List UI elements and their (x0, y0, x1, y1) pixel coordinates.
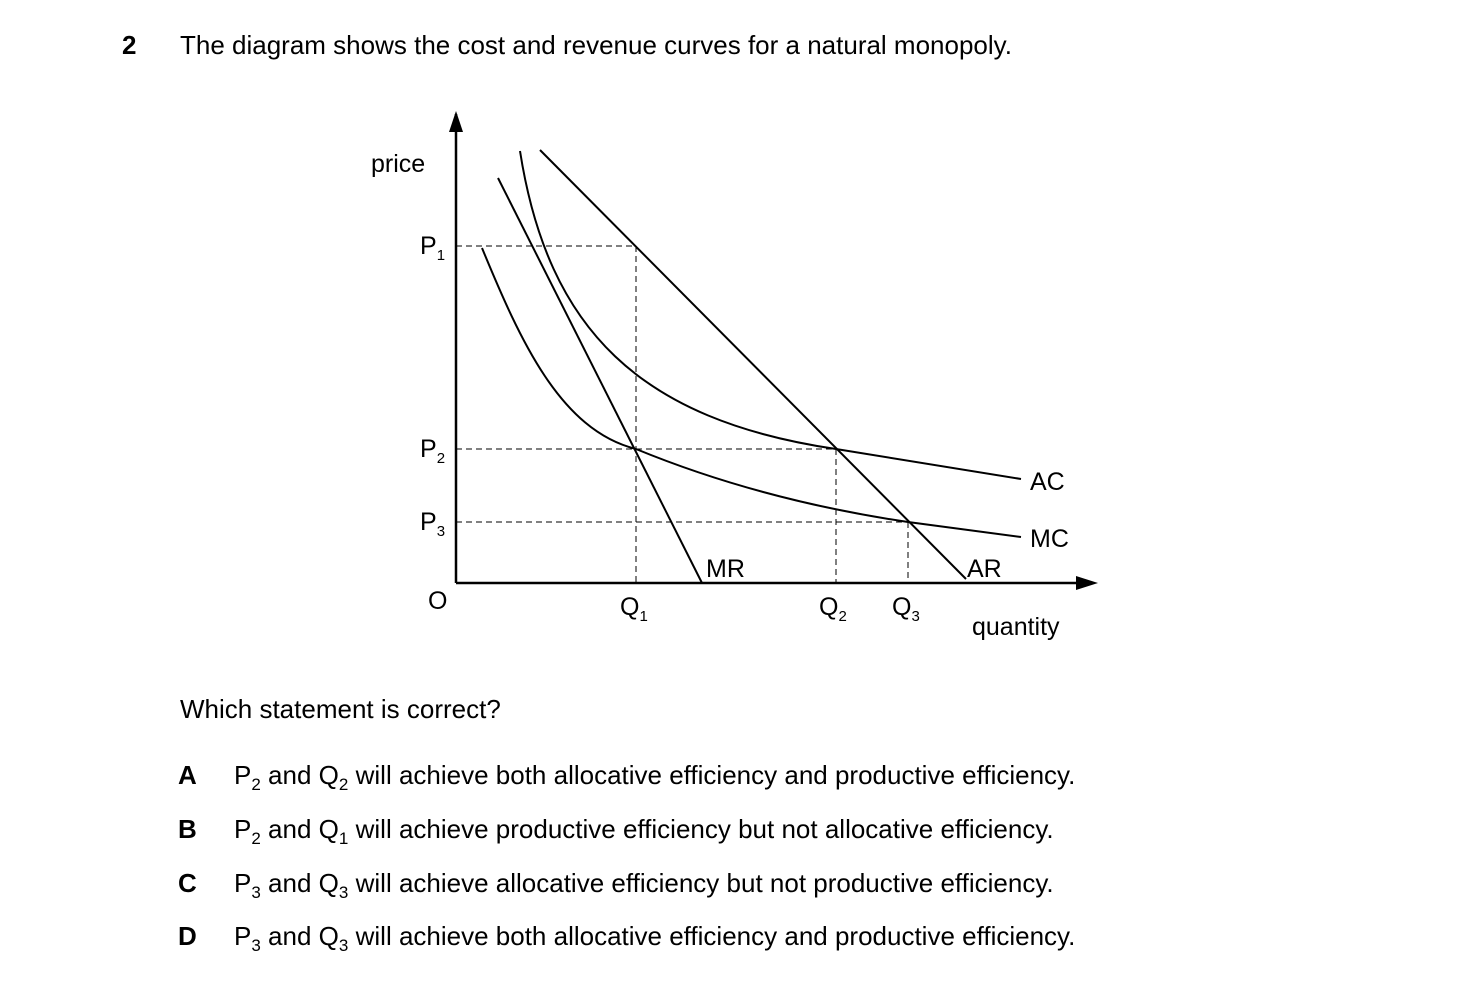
x-axis-label: quantity (972, 613, 1060, 641)
option-letter: C (178, 868, 197, 898)
origin-label: O (428, 587, 448, 615)
option-quantity: Q (318, 760, 339, 790)
option-d[interactable] (178, 921, 1076, 955)
x-axis-arrow (1076, 576, 1098, 590)
option-text: will achieve both allocative efficiency and productive efficiency. (355, 921, 1076, 951)
mr-label: MR (706, 555, 745, 583)
q3-label: $Q_3$ (892, 593, 920, 625)
q2-label: $Q_2$ (819, 593, 847, 625)
option-quantity: Q (318, 868, 339, 898)
option-price-sub: 2 (251, 829, 261, 848)
ac-label: AC (1030, 468, 1065, 496)
ar-label: AR (967, 555, 1002, 583)
option-price: P (234, 814, 252, 844)
guide-lines (456, 246, 908, 583)
option-price: P (234, 868, 252, 898)
option-text: will achieve productive efficiency but not allocative efficiency. (355, 814, 1054, 844)
question-prompt: Which statement is correct? (180, 694, 501, 724)
option-b[interactable] (178, 814, 1054, 848)
mc-curve (482, 248, 1021, 537)
option-and: and (268, 868, 312, 898)
option-text: will achieve allocative efficiency but not productive efficiency. (355, 868, 1054, 898)
option-quantity-sub: 3 (338, 883, 349, 902)
option-quantity-sub: 1 (338, 829, 349, 848)
mc-label: MC (1030, 525, 1069, 553)
option-price-sub: 2 (251, 775, 261, 794)
option-and: and (268, 921, 312, 951)
option-a[interactable] (178, 760, 1076, 794)
y-axis-arrow (449, 111, 463, 132)
p2-label: $P_2$ (420, 435, 446, 467)
option-quantity: Q (318, 814, 339, 844)
option-text: will achieve both allocative efficiency and productive efficiency. (355, 760, 1076, 790)
option-price: P (234, 760, 252, 790)
ar-curve (540, 150, 966, 579)
option-and: and (268, 814, 312, 844)
option-quantity: Q (318, 921, 339, 951)
option-and: and (268, 760, 312, 790)
option-letter: A (178, 760, 197, 790)
option-price-sub: 3 (251, 883, 261, 902)
option-quantity-sub: 3 (338, 936, 349, 955)
y-axis-label: price (371, 150, 426, 178)
question-number: 2 (122, 30, 137, 60)
q1-label: $Q_1$ (620, 593, 648, 625)
option-price-sub: 3 (251, 936, 261, 955)
option-c[interactable] (178, 868, 1054, 902)
option-letter: B (178, 814, 197, 844)
p1-label: $P_1$ (420, 232, 446, 264)
option-quantity-sub: 2 (338, 775, 349, 794)
question-text: The diagram shows the cost and revenue curves for a natural monopoly. (180, 30, 1012, 60)
option-price: P (234, 921, 252, 951)
option-letter: D (178, 921, 197, 951)
p3-label: $P_3$ (420, 508, 446, 540)
